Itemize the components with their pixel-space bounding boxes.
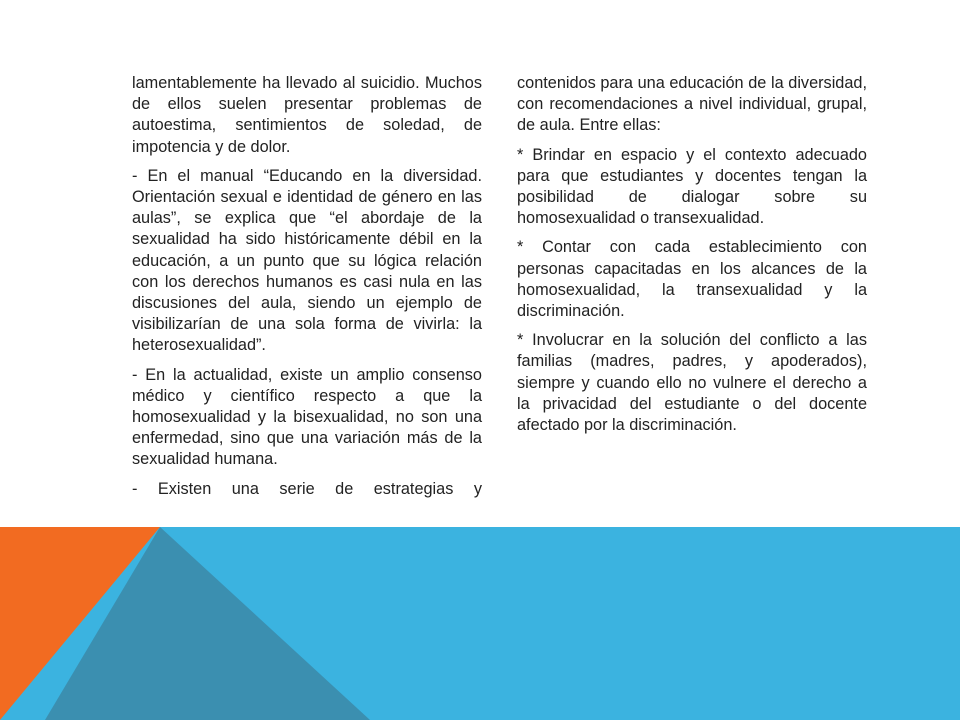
left-paragraph-3: - En la actualidad, existe un amplio consenso médico y científico respecto a que la homosexualidad y la bisexualidad, no son una enfermedad, sino que una variación más de la sexualidad humana. <box>132 365 482 469</box>
right-text-column <box>517 73 867 444</box>
left-paragraph-2: - En el manual “Educando en la diversidad. Orientación sexual e identidad de género en las aulas”, se explica que “el abordaje de la sexualidad ha sido históricamente débil en la educación, a un punto que su lógica relación con los derechos humanos es casi nula en las discusiones del aula, siendo un ejemplo de visibilizarían de una sola forma de vivirla: la heterosexualidad”. <box>132 166 482 355</box>
right-paragraph-2: * Brindar en espacio y el contexto adecuado para que estudiantes y docentes tengan la posibilidad de dialogar sobre su homosexualidad o transexualidad. <box>517 145 867 228</box>
left-paragraph-1: lamentablemente ha llevado al suicidio. Muchos de ellos suelen presentar problemas de autoestima, sentimientos de soledad, de impotencia y de dolor. <box>132 74 482 156</box>
right-paragraph-4: * Involucrar en la solución del conflicto a las familias (madres, padres, y apoderados), siempre y cuando ello no vulnere el derecho a la privacidad del estudiante o del docente afectado por la discriminación. <box>517 331 867 435</box>
left-paragraph-4: - Existen una serie de estrategias y <box>132 479 482 498</box>
right-paragraph-1: contenidos para una educación de la diversidad, con recomendaciones a nivel individual, grupal, de aula. Entre ellas: <box>517 74 867 135</box>
left-text-column <box>132 73 482 508</box>
right-paragraph-3: * Contar con cada establecimiento con personas capacitadas en los alcances de la homosexualidad, la transexualidad y la discriminación. <box>517 238 867 321</box>
